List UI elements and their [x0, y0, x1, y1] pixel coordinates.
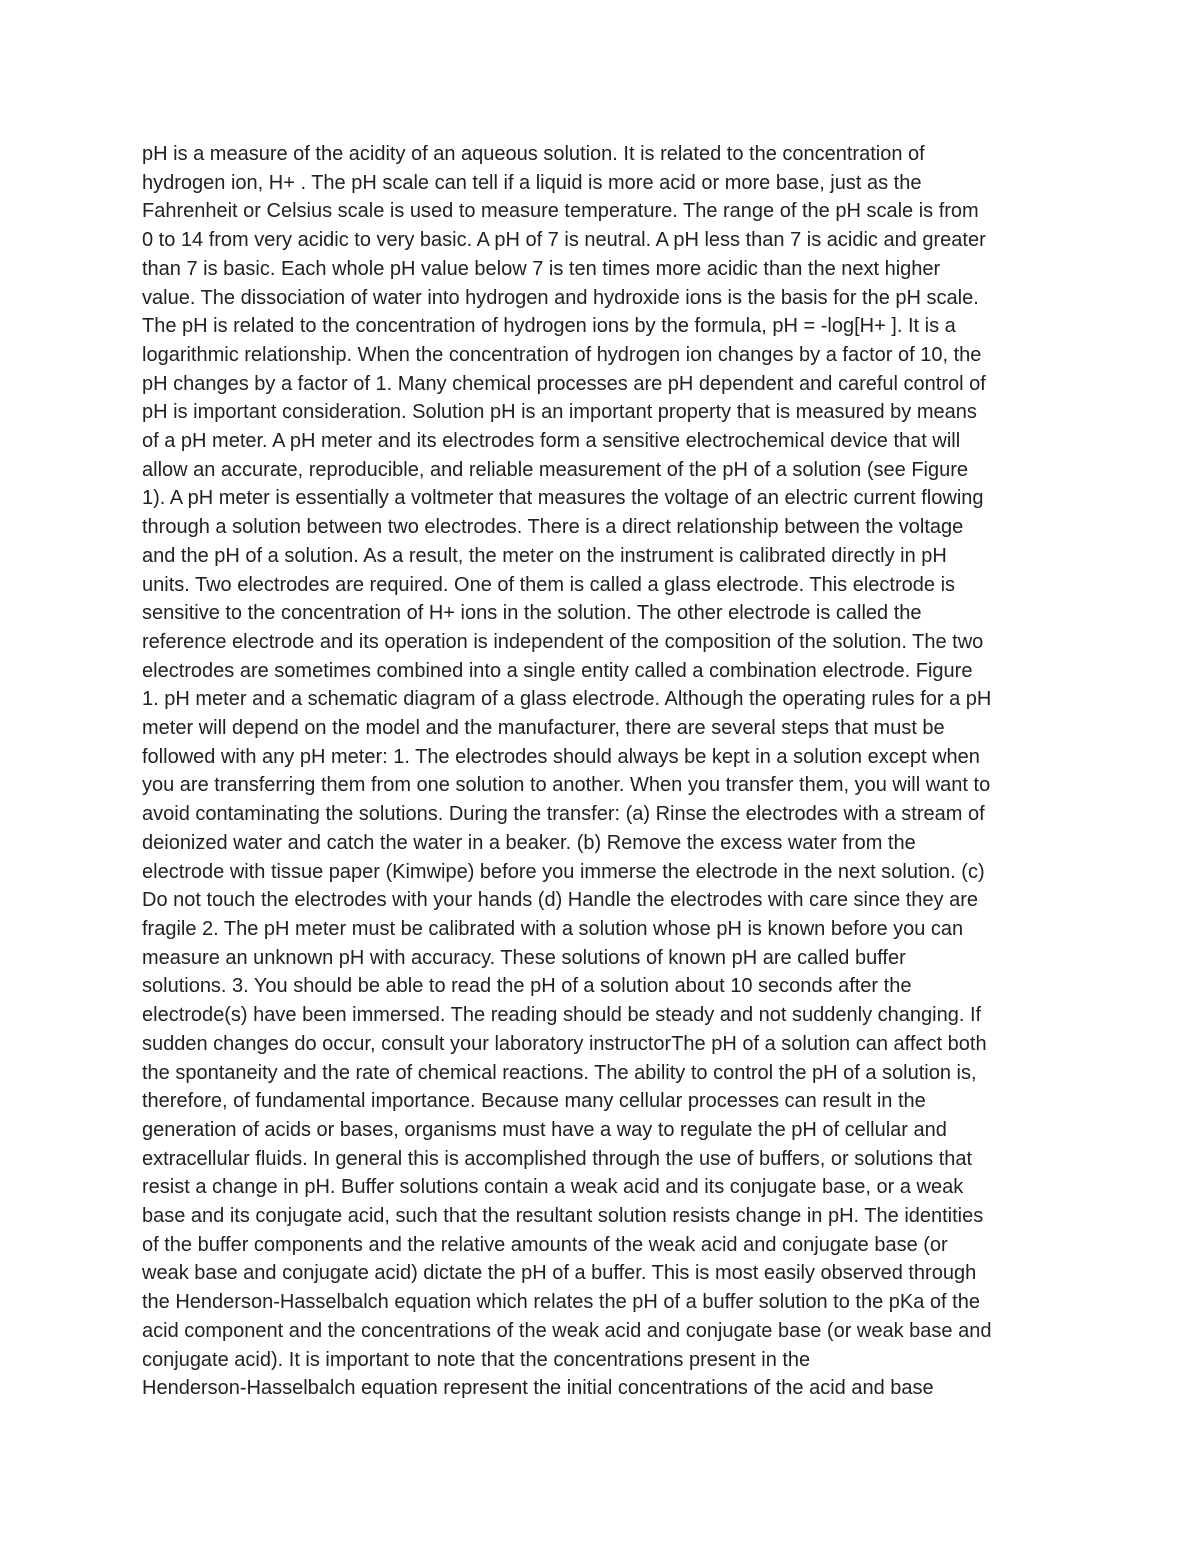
text-line: units. Two electrodes are required. One of them is called a glass electrode. This electrode is	[142, 573, 956, 596]
text-line: hydrogen ion, H+ . The pH scale can tell if a liquid is more acid or more base, just as the	[142, 171, 922, 194]
text-line: the spontaneity and the rate of chemical reactions. The ability to control the pH of a solution is,	[142, 1061, 977, 1084]
text-line: therefore, of fundamental importance. Because many cellular processes can result in the	[142, 1090, 926, 1113]
text-line: avoid contaminating the solutions. During the transfer: (a) Rinse the electrodes with a stream of	[142, 803, 985, 826]
text-line: electrodes are sometimes combined into a single entity called a combination electrode. Figure	[142, 659, 973, 682]
text-line: Henderson-Hasselbalch equation represent the initial concentrations of the acid and base	[142, 1377, 934, 1400]
text-line: meter will depend on the model and the manufacturer, there are several steps that must be	[142, 717, 945, 740]
text-line: than 7 is basic. Each whole pH value below 7 is ten times more acidic than the next higher	[142, 257, 941, 280]
text-line: deionized water and catch the water in a beaker. (b) Remove the excess water from the	[142, 831, 916, 854]
text-line: solutions. 3. You should be able to read the pH of a solution about 10 seconds after the	[142, 975, 912, 998]
text-line: weak base and conjugate acid) dictate the pH of a buffer. This is most easily observed through	[142, 1262, 977, 1285]
text-line: pH is a measure of the acidity of an aqueous solution. It is related to the concentration of	[142, 143, 925, 165]
text-line: 1. pH meter and a schematic diagram of a glass electrode. Although the operating rules for a pH	[142, 688, 992, 711]
text-line: logarithmic relationship. When the concentration of hydrogen ion changes by a factor of 10, the	[142, 343, 982, 366]
text-line: 0 to 14 from very acidic to very basic. A pH of 7 is neutral. A pH less than 7 is acidic and greater	[142, 229, 986, 252]
text-line: extracellular fluids. In general this is accomplished through the use of buffers, or solutions that	[142, 1147, 973, 1170]
text-line: generation of acids or bases, organisms must have a way to regulate the pH of cellular and	[142, 1118, 947, 1141]
text-line: sensitive to the concentration of H+ ions in the solution. The other electrode is called the	[142, 602, 922, 625]
text-line: acid component and the concentrations of the weak acid and conjugate base (or weak base and	[142, 1319, 992, 1342]
text-line: electrode(s) have been immersed. The reading should be steady and not suddenly changing. If	[142, 1004, 982, 1027]
text-line: 1). A pH meter is essentially a voltmeter that measures the voltage of an electric current flowing	[142, 487, 984, 510]
text-line: and the pH of a solution. As a result, the meter on the instrument is calibrated directly in pH	[142, 544, 947, 567]
text-line: you are transferring them from one solution to another. When you transfer them, you will want to	[142, 774, 991, 797]
text-line: value. The dissociation of water into hydrogen and hydroxide ions is the basis for the pH scale.	[142, 286, 979, 309]
text-line: measure an unknown pH with accuracy. These solutions of known pH are called buffer	[142, 946, 906, 969]
text-line: conjugate acid). It is important to note that the concentrations present in the	[142, 1348, 811, 1371]
text-line: pH is important consideration. Solution pH is an important property that is measured by means	[142, 401, 977, 424]
text-line: Do not touch the electrodes with your hands (d) Handle the electrodes with care since they are	[142, 889, 979, 912]
text-line: pH changes by a factor of 1. Many chemical processes are pH dependent and careful control of	[142, 372, 986, 395]
text-line: resist a change in pH. Buffer solutions contain a weak acid and its conjugate base, or a weak	[142, 1176, 964, 1199]
body-paragraph	[142, 140, 1072, 1403]
text-line: through a solution between two electrodes. There is a direct relationship between the voltage	[142, 516, 964, 539]
text-line: Fahrenheit or Celsius scale is used to measure temperature. The range of the pH scale is from	[142, 200, 979, 223]
text-line: base and its conjugate acid, such that the resultant solution resists change in pH. The identities	[142, 1205, 984, 1228]
text-line: the Henderson-Hasselbalch equation which relates the pH of a buffer solution to the pKa of the	[142, 1291, 980, 1314]
text-line: electrode with tissue paper (Kimwipe) before you immerse the electrode in the next solution. (c)	[142, 860, 985, 883]
text-line: allow an accurate, reproducible, and reliable measurement of the pH of a solution (see Figure	[142, 458, 969, 481]
text-line: The pH is related to the concentration of hydrogen ions by the formula, pH = -log[H+ ]. It is a	[142, 315, 956, 338]
text-line: fragile 2. The pH meter must be calibrated with a solution whose pH is known before you can	[142, 917, 964, 940]
text-line: sudden changes do occur, consult your laboratory instructorThe pH of a solution can affect both	[142, 1032, 987, 1055]
text-line: reference electrode and its operation is independent of the composition of the solution. The two	[142, 630, 984, 653]
text-line: of the buffer components and the relative amounts of the weak acid and conjugate base (or	[142, 1233, 948, 1256]
text-line: of a pH meter. A pH meter and its electrodes form a sensitive electrochemical device that will	[142, 430, 961, 453]
text-line: followed with any pH meter: 1. The electrodes should always be kept in a solution except when	[142, 745, 980, 768]
